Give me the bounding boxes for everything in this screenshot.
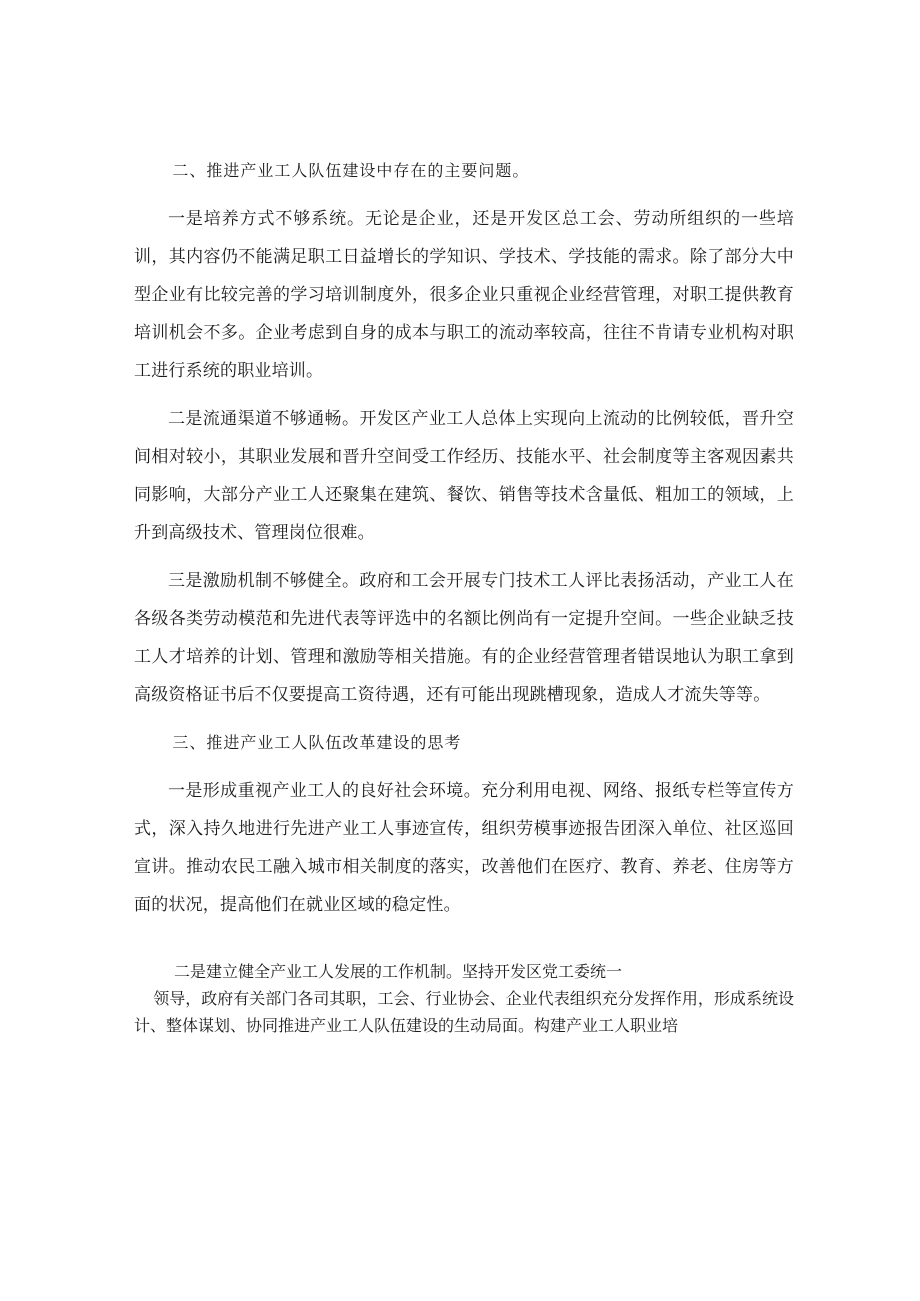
section-2-heading: 二、推进产业工人队伍建设中存在的主要问题。 <box>172 161 530 180</box>
paragraph-channels: 二是流通渠道不够通畅。开发区产业工人总体上实现向上流动的比例较低，晋升空间相对较小，其职业发展和晋升空间受工作经历、技能水平、社会制度等主客观因素共同影响，大部分产业工人还聚集在建筑、餐饮、销售等技术含量低、粗加工的领域，上升到高级技术、管理岗位很难。 <box>134 409 794 543</box>
paragraph-environment: 一是形成重视产业工人的良好社会环境。充分利用电视、网络、报纸专栏等宣传方式，深入持久地进行先进产业工人事迹宣传，组织劳模事迹报告团深入单位、社区巡回宣讲。推动农民工融入城市相关制度的落实，改善他们在医疗、教育、养老、住房等方面的状况，提高他们在就业区域的稳定性。 <box>134 781 794 915</box>
section-3-heading: 三、推进产业工人队伍改革建设的思考 <box>172 733 462 752</box>
paragraph-mechanism-rest: 领导，政府有关部门各司其职，工会、行业协会、企业代表组织充分发挥作用，形成系统设计、整体谋划、协同推进产业工人队伍建设的生动局面。构建产业工人职业培 <box>134 989 794 1035</box>
paragraph-mechanism-line1: 二是建立健全产业工人发展的工作机制。坚持开发区党工委统一 <box>174 962 623 981</box>
paragraph-incentives: 三是激励机制不够健全。政府和工会开展专门技术工人评比表扬活动，产业工人在各级各类劳动模范和先进代表等评选中的名额比例尚有一定提升空间。一些企业缺乏技工人才培养的计划、管理和激励等相关措施。有的企业经营管理者错误地认为职工拿到高级资格证书后不仅要提高工资待遇，还有可能出现跳槽现象，造成人才流失等等。 <box>134 571 794 705</box>
paragraph-training: 一是培养方式不够系统。无论是企业，还是开发区总工会、劳动所组织的一些培训，其内容仍不能满足职工日益增长的学知识、学技术、学技能的需求。除了部分大中型企业有比较完善的学习培训制度外，很多企业只重视企业经营管理，对职工提供教育培训机会不多。企业考虑到自身的成本与职工的流动率较高，往往不肯请专业机构对职工进行系统的职业培训。 <box>134 209 794 381</box>
paragraph-mechanism <box>134 958 794 1039</box>
document-page <box>134 0 794 1039</box>
top-margin <box>134 0 794 152</box>
